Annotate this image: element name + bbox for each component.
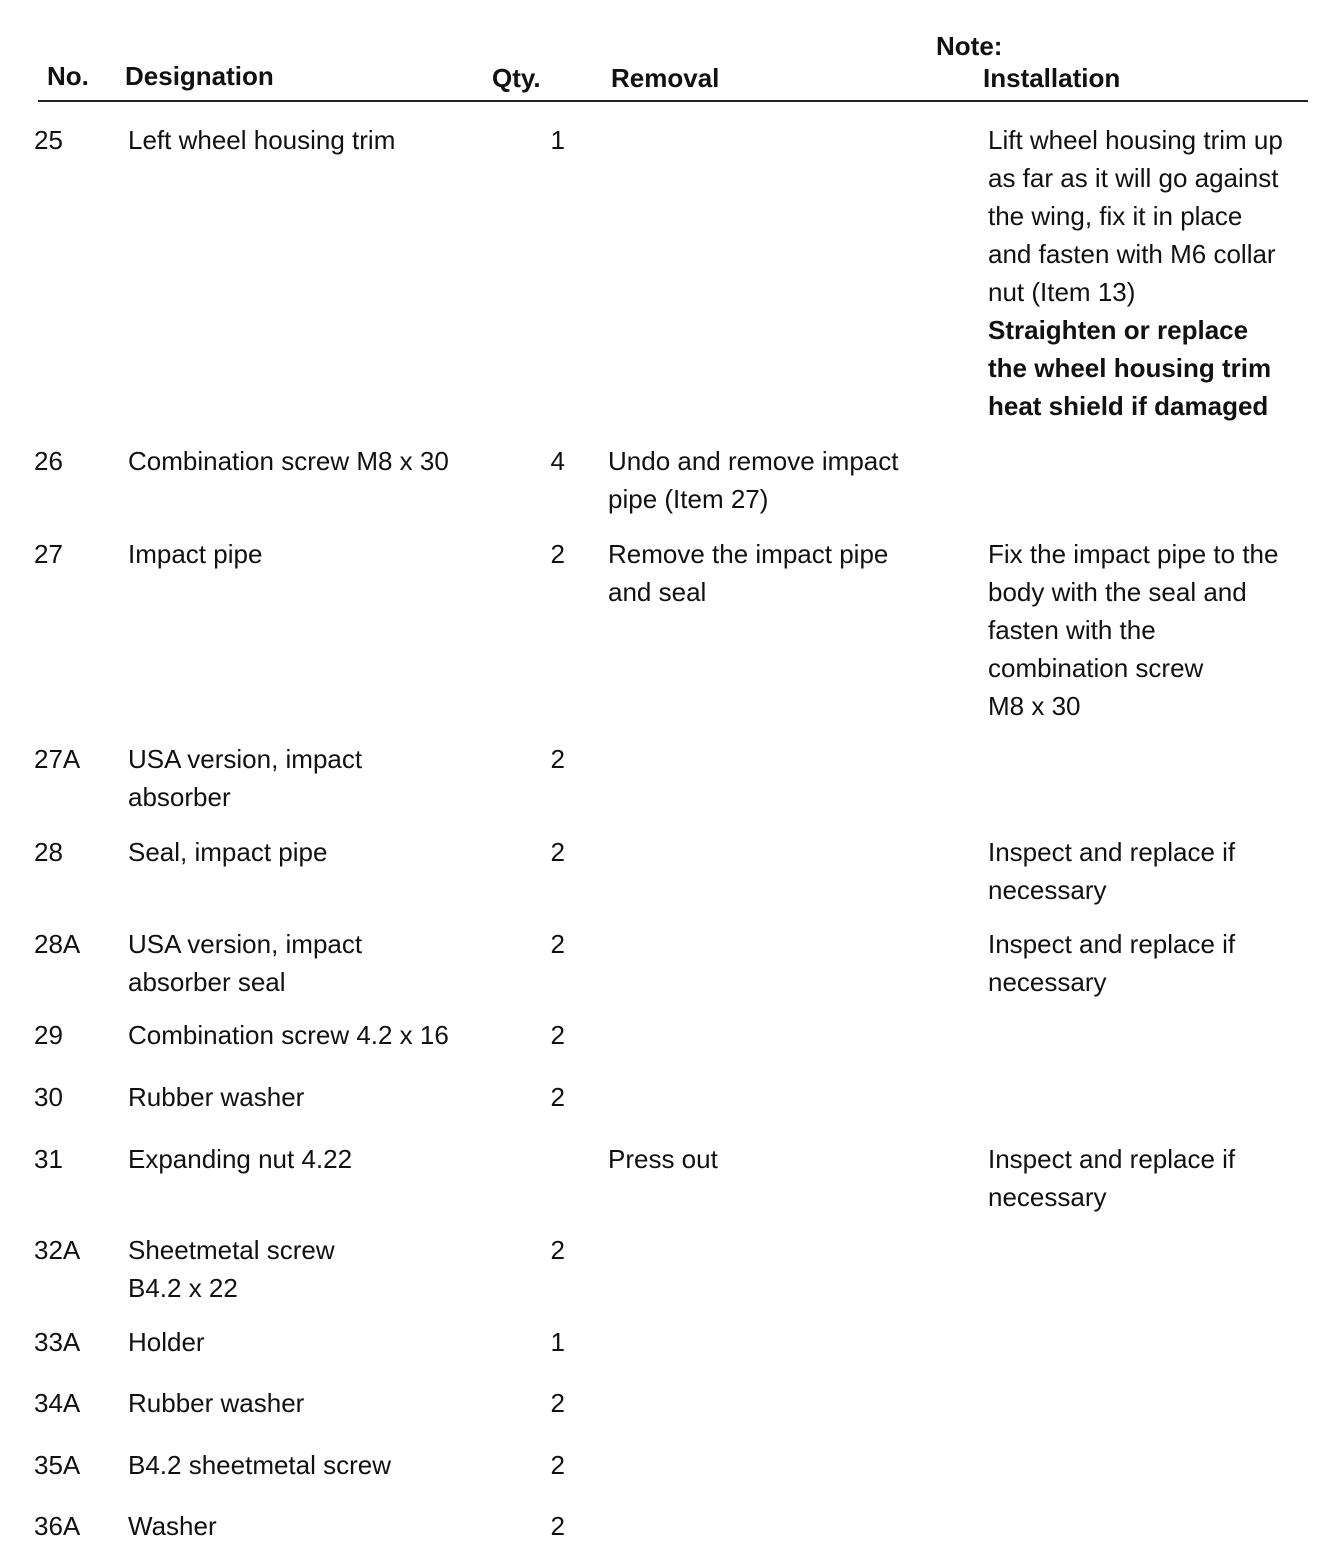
text-line: nut (Item 13): [988, 277, 1136, 307]
item-designation: [128, 1231, 478, 1307]
header-note: Note:: [936, 31, 1003, 61]
item-quantity: 2: [550, 1082, 565, 1112]
header-designation: Designation: [125, 61, 274, 91]
text-line: absorber seal: [128, 967, 286, 997]
item-designation: [128, 1384, 478, 1422]
text-line: as far as it will go against: [988, 163, 1279, 193]
item-installation-note: [988, 535, 1318, 725]
text-line: Impact pipe: [128, 539, 263, 569]
text-line: USA version, impact: [128, 929, 363, 959]
item-quantity: 2: [550, 837, 565, 867]
text-line: the wing, fix it in place: [988, 201, 1243, 231]
header-installation: Installation: [983, 63, 1121, 93]
item-quantity: 2: [550, 929, 565, 959]
item-quantity: 2: [550, 1388, 565, 1418]
text-line: pipe (Item 27): [608, 484, 769, 514]
item-number: 29: [34, 1020, 63, 1050]
item-installation-note: [988, 1140, 1318, 1216]
header-qty: Qty.: [492, 63, 541, 93]
item-number: 33A: [34, 1327, 81, 1357]
text-line: necessary: [988, 1182, 1107, 1212]
text-line: heat shield if damaged: [988, 391, 1269, 421]
item-quantity: 2: [550, 539, 565, 569]
item-number: 34A: [34, 1388, 81, 1418]
text-line: Left wheel housing trim: [128, 125, 396, 155]
text-line: necessary: [988, 875, 1107, 905]
text-line: Expanding nut 4.22: [128, 1144, 353, 1174]
item-removal-note: [608, 1140, 938, 1178]
item-quantity: 2: [550, 1235, 565, 1265]
text-line: Straighten or replace: [988, 315, 1249, 345]
text-line: B4.2 sheetmetal screw: [128, 1450, 392, 1480]
item-number: 28: [34, 837, 63, 867]
item-number: 25: [34, 125, 63, 155]
item-quantity: 4: [550, 446, 565, 476]
text-line: B4.2 x 22: [128, 1273, 238, 1303]
item-designation: [128, 1078, 478, 1116]
text-line: Inspect and replace if: [988, 1144, 1236, 1174]
item-number: 26: [34, 446, 63, 476]
text-line: Combination screw 4.2 x 16: [128, 1020, 449, 1050]
text-line: Combination screw M8 x 30: [128, 446, 449, 476]
text-line: absorber: [128, 782, 231, 812]
item-number: 31: [34, 1144, 63, 1174]
item-installation-note: [988, 121, 1318, 425]
text-line: M8 x 30: [988, 691, 1081, 721]
item-number: 32A: [34, 1235, 81, 1265]
text-line: Lift wheel housing trim up: [988, 125, 1283, 155]
item-designation: [128, 121, 478, 159]
item-quantity: 1: [550, 1327, 565, 1357]
header-rule: [38, 100, 1308, 102]
item-quantity: 2: [550, 1020, 565, 1050]
text-line: Seal, impact pipe: [128, 837, 328, 867]
item-quantity: 2: [550, 744, 565, 774]
item-installation-note: [988, 925, 1318, 1001]
text-line: necessary: [988, 967, 1107, 997]
text-line: and fasten with M6 collar: [988, 239, 1276, 269]
item-number: 30: [34, 1082, 63, 1112]
item-quantity: 2: [550, 1511, 565, 1541]
text-line: the wheel housing trim: [988, 353, 1272, 383]
item-designation: [128, 833, 478, 871]
text-line: Press out: [608, 1144, 718, 1174]
item-removal-note: [608, 442, 938, 518]
text-line: Remove the impact pipe: [608, 539, 889, 569]
item-designation: [128, 1446, 478, 1484]
item-number: 28A: [34, 929, 81, 959]
item-number: 27A: [34, 744, 81, 774]
header-removal: Removal: [611, 63, 720, 93]
item-removal-note: [608, 535, 938, 611]
text-line: fasten with the: [988, 615, 1156, 645]
text-line: USA version, impact: [128, 744, 363, 774]
item-quantity: 1: [550, 125, 565, 155]
item-designation: [128, 1140, 478, 1178]
item-designation: [128, 925, 478, 1001]
text-line: Inspect and replace if: [988, 837, 1236, 867]
text-line: Holder: [128, 1327, 205, 1357]
text-line: Rubber washer: [128, 1388, 305, 1418]
item-number: 35A: [34, 1450, 81, 1480]
text-line: Undo and remove impact: [608, 446, 899, 476]
text-line: Washer: [128, 1511, 217, 1541]
item-number: 27: [34, 539, 63, 569]
text-line: Fix the impact pipe to the: [988, 539, 1279, 569]
item-designation: [128, 535, 478, 573]
text-line: body with the seal and: [988, 577, 1247, 607]
item-number: 36A: [34, 1511, 81, 1541]
item-designation: [128, 442, 478, 480]
text-line: Sheetmetal screw: [128, 1235, 335, 1265]
item-designation: [128, 1323, 478, 1361]
item-installation-note: [988, 833, 1318, 909]
text-line: Rubber washer: [128, 1082, 305, 1112]
item-designation: [128, 740, 478, 816]
item-designation: [128, 1016, 478, 1054]
text-line: combination screw: [988, 653, 1204, 683]
header-no: No.: [47, 61, 89, 91]
item-quantity: 2: [550, 1450, 565, 1480]
item-designation: [128, 1507, 478, 1545]
text-line: Inspect and replace if: [988, 929, 1236, 959]
text-line: and seal: [608, 577, 707, 607]
